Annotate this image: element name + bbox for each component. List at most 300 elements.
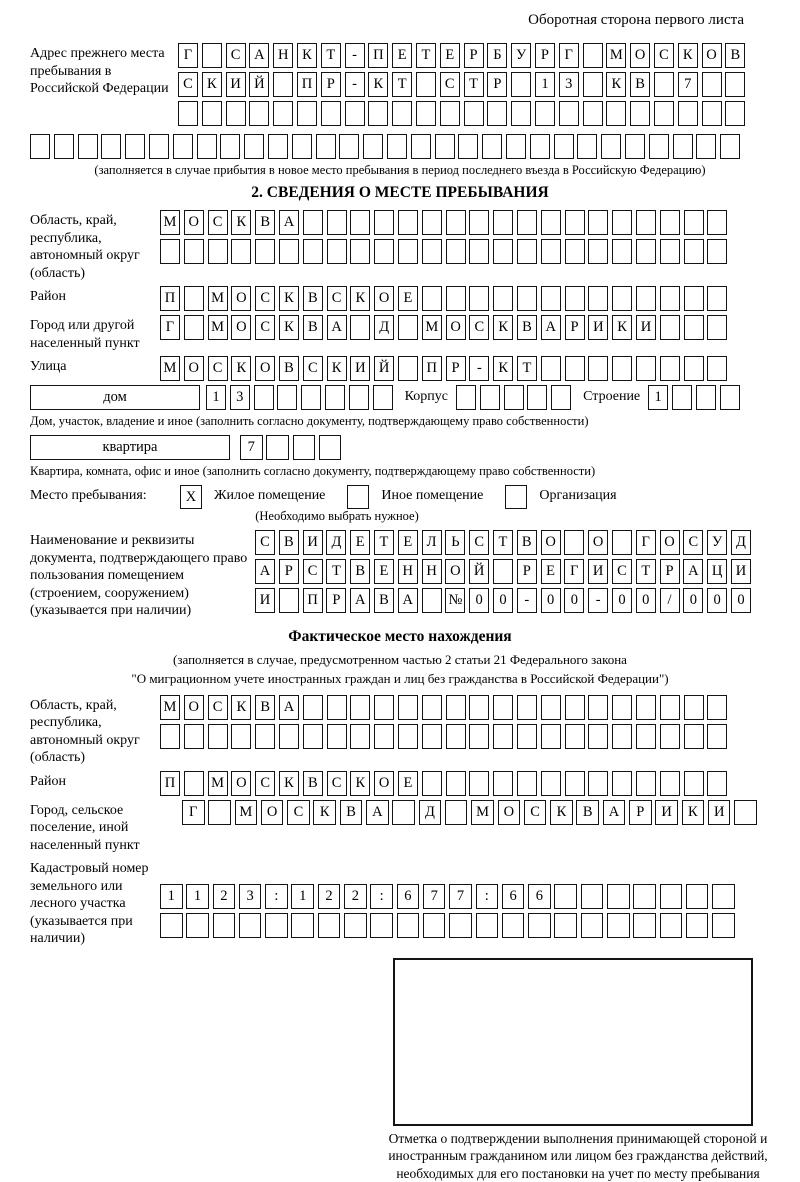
char-cell[interactable]: К (279, 286, 299, 311)
char-cell[interactable]: 0 (469, 588, 489, 613)
char-cell[interactable]: С (226, 43, 246, 68)
char-cell[interactable] (184, 724, 204, 749)
housing-checkbox[interactable]: X (180, 485, 202, 509)
char-cell[interactable]: К (550, 800, 573, 825)
char-cell[interactable]: В (255, 695, 275, 720)
char-cell[interactable]: А (603, 800, 626, 825)
char-cell[interactable]: А (279, 695, 299, 720)
char-cell[interactable]: В (374, 588, 394, 613)
char-cell[interactable] (397, 913, 420, 938)
char-cell[interactable]: О (184, 356, 204, 381)
char-cell[interactable]: И (303, 530, 323, 555)
char-cell[interactable] (541, 210, 561, 235)
char-cell[interactable] (446, 695, 466, 720)
char-cell[interactable] (636, 695, 656, 720)
char-cell[interactable] (220, 134, 240, 159)
char-cell[interactable] (318, 913, 341, 938)
char-cell[interactable] (541, 724, 561, 749)
char-cell[interactable] (702, 72, 722, 97)
char-cell[interactable]: 0 (493, 588, 513, 613)
char-cell[interactable]: П (297, 72, 317, 97)
char-cell[interactable]: С (683, 530, 703, 555)
char-cell[interactable] (303, 724, 323, 749)
char-cell[interactable] (273, 72, 293, 97)
char-cell[interactable]: Н (273, 43, 293, 68)
char-cell[interactable]: А (279, 210, 299, 235)
char-cell[interactable]: Д (326, 530, 346, 555)
char-cell[interactable]: Е (398, 530, 418, 555)
char-cell[interactable]: Е (374, 559, 394, 584)
char-cell[interactable] (350, 315, 370, 340)
char-cell[interactable] (649, 134, 669, 159)
char-cell[interactable] (244, 134, 264, 159)
char-cell[interactable] (78, 134, 98, 159)
char-cell[interactable] (54, 134, 74, 159)
char-cell[interactable]: Т (326, 559, 346, 584)
char-cell[interactable] (565, 771, 585, 796)
char-cell[interactable]: № (445, 588, 465, 613)
char-cell[interactable] (197, 134, 217, 159)
char-cell[interactable]: И (255, 588, 275, 613)
char-cell[interactable]: М (235, 800, 258, 825)
char-cell[interactable]: О (446, 315, 466, 340)
char-cell[interactable]: К (327, 356, 347, 381)
char-cell[interactable]: С (524, 800, 547, 825)
char-cell[interactable] (321, 101, 341, 126)
char-cell[interactable] (684, 315, 704, 340)
char-cell[interactable]: А (249, 43, 269, 68)
char-cell[interactable]: П (303, 588, 323, 613)
char-cell[interactable] (374, 724, 394, 749)
char-cell[interactable]: 2 (344, 884, 367, 909)
char-cell[interactable] (398, 695, 418, 720)
char-cell[interactable] (588, 239, 608, 264)
char-cell[interactable] (387, 134, 407, 159)
char-cell[interactable] (173, 134, 193, 159)
char-cell[interactable] (392, 800, 415, 825)
char-cell[interactable]: Р (487, 72, 507, 97)
char-cell[interactable] (654, 101, 674, 126)
char-cell[interactable] (469, 771, 489, 796)
char-cell[interactable] (392, 101, 412, 126)
char-cell[interactable]: А (350, 588, 370, 613)
char-cell[interactable]: В (279, 530, 299, 555)
char-cell[interactable]: К (202, 72, 222, 97)
char-cell[interactable] (325, 385, 345, 410)
char-cell[interactable]: С (327, 286, 347, 311)
char-cell[interactable]: Л (422, 530, 442, 555)
char-cell[interactable] (588, 724, 608, 749)
char-cell[interactable] (660, 356, 680, 381)
char-cell[interactable]: К (678, 43, 698, 68)
char-cell[interactable]: О (231, 771, 251, 796)
char-cell[interactable] (446, 771, 466, 796)
char-cell[interactable]: Т (464, 72, 484, 97)
char-cell[interactable] (707, 356, 727, 381)
char-cell[interactable] (660, 210, 680, 235)
char-cell[interactable]: 1 (291, 884, 314, 909)
char-cell[interactable] (612, 356, 632, 381)
char-cell[interactable]: Р (464, 43, 484, 68)
char-cell[interactable]: Ь (445, 530, 465, 555)
char-cell[interactable]: А (541, 315, 561, 340)
char-cell[interactable] (630, 101, 650, 126)
char-cell[interactable]: Т (374, 530, 394, 555)
char-cell[interactable] (581, 913, 604, 938)
char-cell[interactable] (319, 435, 342, 460)
char-cell[interactable]: А (366, 800, 389, 825)
char-cell[interactable]: Н (422, 559, 442, 584)
char-cell[interactable]: У (707, 530, 727, 555)
char-cell[interactable]: И (588, 315, 608, 340)
char-cell[interactable]: А (255, 559, 275, 584)
char-cell[interactable] (660, 315, 680, 340)
char-cell[interactable] (660, 913, 683, 938)
char-cell[interactable] (160, 239, 180, 264)
char-cell[interactable] (125, 134, 145, 159)
char-cell[interactable]: Т (392, 72, 412, 97)
char-cell[interactable]: Е (398, 286, 418, 311)
char-cell[interactable] (660, 884, 683, 909)
char-cell[interactable]: И (636, 315, 656, 340)
char-cell[interactable] (469, 210, 489, 235)
char-cell[interactable]: 7 (240, 435, 263, 460)
char-cell[interactable] (612, 695, 632, 720)
char-cell[interactable]: 7 (423, 884, 446, 909)
char-cell[interactable]: Г (160, 315, 180, 340)
char-cell[interactable] (291, 913, 314, 938)
char-cell[interactable]: 0 (683, 588, 703, 613)
char-cell[interactable]: Т (636, 559, 656, 584)
char-cell[interactable] (660, 695, 680, 720)
char-cell[interactable] (327, 695, 347, 720)
char-cell[interactable] (541, 286, 561, 311)
char-cell[interactable]: 0 (541, 588, 561, 613)
char-cell[interactable] (374, 210, 394, 235)
char-cell[interactable]: Р (321, 72, 341, 97)
char-cell[interactable]: О (445, 559, 465, 584)
char-cell[interactable] (720, 134, 740, 159)
char-cell[interactable] (254, 385, 274, 410)
char-cell[interactable] (350, 239, 370, 264)
char-cell[interactable]: Й (249, 72, 269, 97)
char-cell[interactable]: 0 (707, 588, 727, 613)
char-cell[interactable] (279, 588, 299, 613)
char-cell[interactable] (707, 724, 727, 749)
char-cell[interactable] (487, 101, 507, 126)
char-cell[interactable] (528, 913, 551, 938)
char-cell[interactable]: С (612, 559, 632, 584)
char-cell[interactable] (564, 530, 584, 555)
char-cell[interactable] (370, 913, 393, 938)
char-cell[interactable] (660, 286, 680, 311)
char-cell[interactable]: О (231, 315, 251, 340)
char-cell[interactable] (398, 724, 418, 749)
char-cell[interactable]: О (630, 43, 650, 68)
char-cell[interactable]: 0 (564, 588, 584, 613)
char-cell[interactable] (303, 239, 323, 264)
char-cell[interactable]: 2 (318, 884, 341, 909)
char-cell[interactable]: 1 (648, 385, 668, 410)
char-cell[interactable] (601, 134, 621, 159)
char-cell[interactable] (581, 884, 604, 909)
char-cell[interactable] (458, 134, 478, 159)
char-cell[interactable]: Г (559, 43, 579, 68)
char-cell[interactable] (184, 286, 204, 311)
char-cell[interactable]: О (261, 800, 284, 825)
char-cell[interactable]: Д (731, 530, 751, 555)
char-cell[interactable] (672, 385, 692, 410)
char-cell[interactable]: М (160, 356, 180, 381)
char-cell[interactable]: В (517, 315, 537, 340)
char-cell[interactable]: Е (440, 43, 460, 68)
char-cell[interactable] (565, 695, 585, 720)
char-cell[interactable] (398, 315, 418, 340)
char-cell[interactable] (273, 101, 293, 126)
char-cell[interactable] (535, 101, 555, 126)
char-cell[interactable]: 6 (397, 884, 420, 909)
char-cell[interactable] (279, 724, 299, 749)
char-cell[interactable] (469, 286, 489, 311)
char-cell[interactable] (502, 913, 525, 938)
char-cell[interactable]: - (345, 43, 365, 68)
char-cell[interactable] (493, 695, 513, 720)
char-cell[interactable]: К (231, 210, 251, 235)
char-cell[interactable]: Г (564, 559, 584, 584)
char-cell[interactable]: 0 (636, 588, 656, 613)
char-cell[interactable] (208, 800, 231, 825)
char-cell[interactable] (327, 724, 347, 749)
char-cell[interactable] (684, 356, 704, 381)
char-cell[interactable] (577, 134, 597, 159)
char-cell[interactable] (327, 210, 347, 235)
char-cell[interactable] (350, 695, 370, 720)
char-cell[interactable]: А (327, 315, 347, 340)
char-cell[interactable]: Р (565, 315, 585, 340)
char-cell[interactable] (374, 695, 394, 720)
char-cell[interactable] (702, 101, 722, 126)
char-cell[interactable] (517, 771, 537, 796)
char-cell[interactable]: 6 (502, 884, 525, 909)
char-cell[interactable] (303, 210, 323, 235)
char-cell[interactable]: О (702, 43, 722, 68)
char-cell[interactable]: 3 (239, 884, 262, 909)
char-cell[interactable]: С (255, 530, 275, 555)
char-cell[interactable] (231, 239, 251, 264)
char-cell[interactable]: С (178, 72, 198, 97)
char-cell[interactable] (202, 43, 222, 68)
char-cell[interactable] (208, 239, 228, 264)
char-cell[interactable] (349, 385, 369, 410)
char-cell[interactable]: О (660, 530, 680, 555)
char-cell[interactable] (456, 385, 476, 410)
char-cell[interactable] (363, 134, 383, 159)
char-cell[interactable]: Р (279, 559, 299, 584)
char-cell[interactable]: К (606, 72, 626, 97)
char-cell[interactable] (435, 134, 455, 159)
char-cell[interactable]: И (588, 559, 608, 584)
char-cell[interactable]: К (350, 286, 370, 311)
char-cell[interactable]: Р (326, 588, 346, 613)
char-cell[interactable]: В (630, 72, 650, 97)
char-cell[interactable] (625, 134, 645, 159)
char-cell[interactable] (373, 385, 393, 410)
char-cell[interactable]: Д (419, 800, 442, 825)
char-cell[interactable] (446, 724, 466, 749)
char-cell[interactable] (268, 134, 288, 159)
char-cell[interactable] (184, 239, 204, 264)
char-cell[interactable]: К (297, 43, 317, 68)
char-cell[interactable]: 0 (731, 588, 751, 613)
char-cell[interactable]: В (255, 210, 275, 235)
char-cell[interactable] (517, 286, 537, 311)
char-cell[interactable] (449, 913, 472, 938)
char-cell[interactable]: К (682, 800, 705, 825)
char-cell[interactable] (303, 695, 323, 720)
char-cell[interactable] (684, 771, 704, 796)
char-cell[interactable] (636, 771, 656, 796)
char-cell[interactable] (446, 286, 466, 311)
char-cell[interactable] (482, 134, 502, 159)
char-cell[interactable] (476, 913, 499, 938)
char-cell[interactable] (712, 884, 735, 909)
char-cell[interactable]: К (368, 72, 388, 97)
char-cell[interactable] (636, 210, 656, 235)
char-cell[interactable] (101, 134, 121, 159)
char-cell[interactable]: / (660, 588, 680, 613)
char-cell[interactable]: К (279, 771, 299, 796)
char-cell[interactable] (423, 913, 446, 938)
char-cell[interactable]: И (655, 800, 678, 825)
char-cell[interactable]: Й (469, 559, 489, 584)
char-cell[interactable] (588, 210, 608, 235)
char-cell[interactable]: С (469, 530, 489, 555)
char-cell[interactable]: Г (182, 800, 205, 825)
char-cell[interactable]: М (160, 695, 180, 720)
char-cell[interactable]: Р (517, 559, 537, 584)
char-cell[interactable] (255, 724, 275, 749)
char-cell[interactable]: - (588, 588, 608, 613)
char-cell[interactable]: Р (535, 43, 555, 68)
char-cell[interactable]: С (327, 771, 347, 796)
char-cell[interactable] (297, 101, 317, 126)
char-cell[interactable] (30, 134, 50, 159)
char-cell[interactable] (445, 800, 468, 825)
char-cell[interactable]: А (398, 588, 418, 613)
char-cell[interactable] (583, 101, 603, 126)
char-cell[interactable]: С (654, 43, 674, 68)
char-cell[interactable] (398, 239, 418, 264)
char-cell[interactable] (607, 884, 630, 909)
char-cell[interactable] (588, 695, 608, 720)
char-cell[interactable]: М (422, 315, 442, 340)
char-cell[interactable]: С (303, 559, 323, 584)
char-cell[interactable]: Г (636, 530, 656, 555)
char-cell[interactable] (565, 239, 585, 264)
char-cell[interactable] (612, 724, 632, 749)
char-cell[interactable] (686, 913, 709, 938)
char-cell[interactable] (707, 315, 727, 340)
char-cell[interactable] (493, 771, 513, 796)
char-cell[interactable]: П (160, 286, 180, 311)
char-cell[interactable] (160, 724, 180, 749)
char-cell[interactable] (517, 210, 537, 235)
char-cell[interactable]: С (469, 315, 489, 340)
char-cell[interactable] (707, 695, 727, 720)
char-cell[interactable] (149, 134, 169, 159)
char-cell[interactable]: П (160, 771, 180, 796)
char-cell[interactable]: П (368, 43, 388, 68)
char-cell[interactable] (541, 695, 561, 720)
char-cell[interactable]: : (265, 884, 288, 909)
char-cell[interactable]: К (493, 315, 513, 340)
char-cell[interactable]: 6 (528, 884, 551, 909)
char-cell[interactable] (184, 315, 204, 340)
char-cell[interactable] (678, 101, 698, 126)
char-cell[interactable] (301, 385, 321, 410)
char-cell[interactable]: М (208, 315, 228, 340)
char-cell[interactable] (422, 724, 442, 749)
char-cell[interactable] (636, 356, 656, 381)
char-cell[interactable] (554, 134, 574, 159)
char-cell[interactable]: Е (398, 771, 418, 796)
char-cell[interactable] (493, 724, 513, 749)
char-cell[interactable] (398, 356, 418, 381)
char-cell[interactable]: В (350, 559, 370, 584)
char-cell[interactable]: С (287, 800, 310, 825)
char-cell[interactable]: С (208, 695, 228, 720)
char-cell[interactable]: М (208, 771, 228, 796)
char-cell[interactable]: С (208, 210, 228, 235)
char-cell[interactable]: Г (178, 43, 198, 68)
char-cell[interactable] (493, 239, 513, 264)
char-cell[interactable]: М (471, 800, 494, 825)
char-cell[interactable] (506, 134, 526, 159)
char-cell[interactable] (612, 771, 632, 796)
char-cell[interactable]: Р (446, 356, 466, 381)
char-cell[interactable] (469, 239, 489, 264)
char-cell[interactable] (588, 771, 608, 796)
char-cell[interactable]: В (279, 356, 299, 381)
char-cell[interactable] (350, 210, 370, 235)
char-cell[interactable]: О (374, 771, 394, 796)
char-cell[interactable] (565, 724, 585, 749)
char-cell[interactable] (660, 724, 680, 749)
char-cell[interactable] (277, 385, 297, 410)
char-cell[interactable] (684, 724, 704, 749)
char-cell[interactable]: 3 (559, 72, 579, 97)
char-cell[interactable]: С (255, 771, 275, 796)
char-cell[interactable] (327, 239, 347, 264)
char-cell[interactable] (511, 72, 531, 97)
char-cell[interactable]: И (708, 800, 731, 825)
char-cell[interactable]: О (374, 286, 394, 311)
char-cell[interactable]: 1 (160, 884, 183, 909)
char-cell[interactable] (551, 385, 571, 410)
char-cell[interactable]: : (370, 884, 393, 909)
char-cell[interactable]: С (440, 72, 460, 97)
char-cell[interactable]: У (511, 43, 531, 68)
char-cell[interactable] (255, 239, 275, 264)
char-cell[interactable] (422, 588, 442, 613)
char-cell[interactable]: 1 (186, 884, 209, 909)
char-cell[interactable]: С (255, 286, 275, 311)
char-cell[interactable] (398, 210, 418, 235)
char-cell[interactable] (480, 385, 500, 410)
char-cell[interactable] (345, 101, 365, 126)
char-cell[interactable] (565, 286, 585, 311)
char-cell[interactable] (517, 724, 537, 749)
